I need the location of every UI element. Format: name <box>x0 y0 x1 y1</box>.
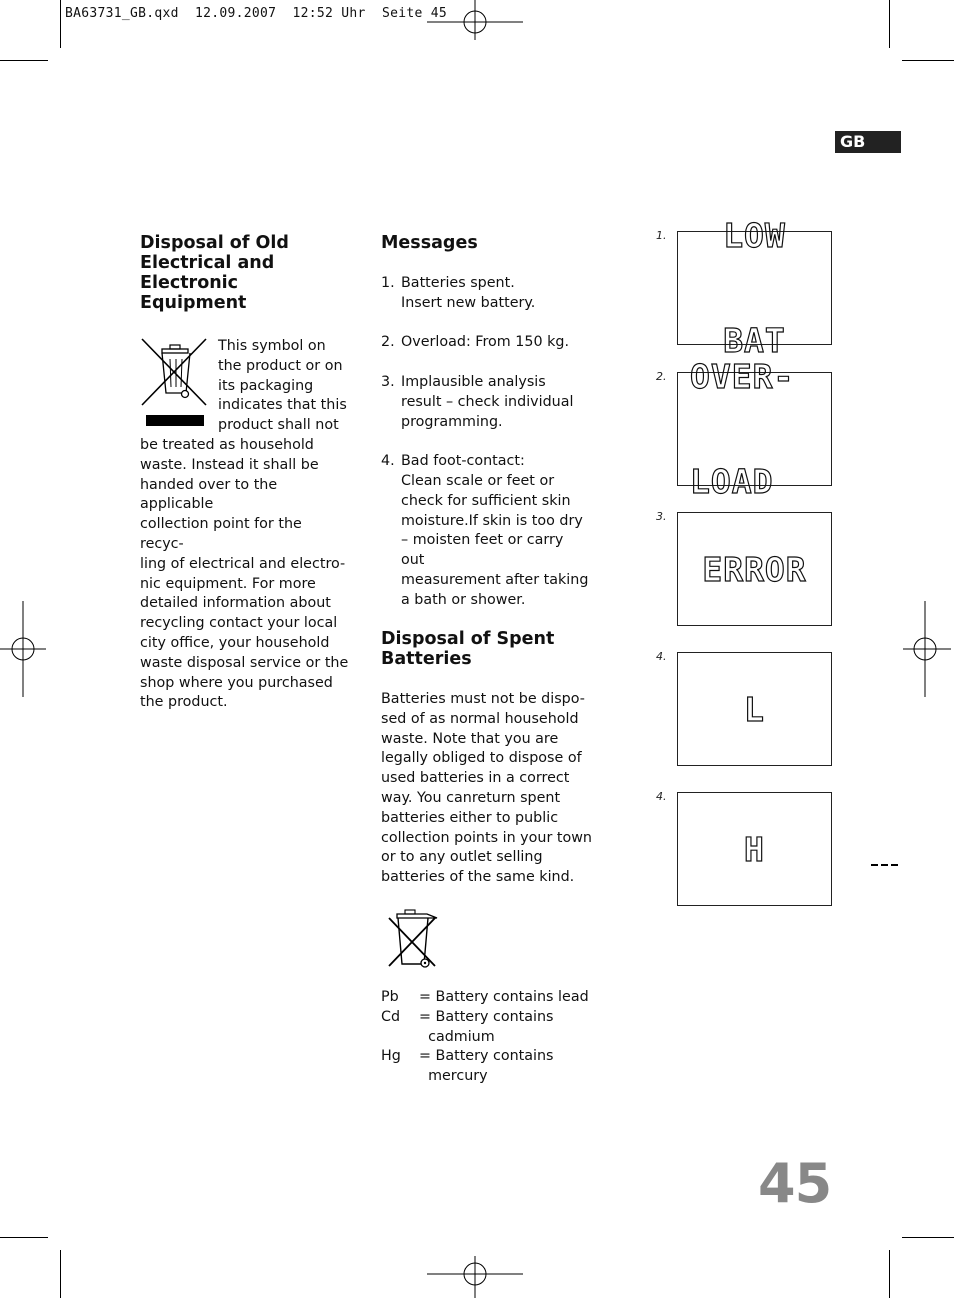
display-label: 4. <box>656 650 667 663</box>
display-overload <box>677 357 832 501</box>
display-h <box>677 792 832 906</box>
crop-mark <box>0 1237 48 1238</box>
list-item: 2. Overload: From 150 kg. <box>381 334 570 351</box>
crossed-bin-icon <box>381 906 443 974</box>
chemical-legend <box>381 988 596 1087</box>
display-label: 3. <box>656 510 667 523</box>
registration-mark-left <box>0 601 46 697</box>
batteries-text: Batteries must not be dispo- sed of as normal household waste. Note that you are legally obliged to dispose of used batteries in a correct way. You canreturn spent batteries either to public collection points in your town or to any outlet selling batteries of the same kind. <box>381 691 592 886</box>
display-label: 1. <box>656 229 667 242</box>
batteries-title: Disposal of Spent Batteries <box>381 629 555 669</box>
lcd-text: L <box>744 689 765 729</box>
weee-title: Disposal of Old Electrical and Electronic Equipment <box>140 233 289 313</box>
list-item: 1. Batteries spent. Insert new battery. <box>381 275 536 311</box>
lcd-text: LOAD <box>690 462 774 501</box>
weee-section <box>140 233 350 713</box>
lcd-text: OVER- <box>690 357 795 396</box>
crop-mark <box>902 60 954 61</box>
lcd-text: ERROR <box>702 549 807 589</box>
crop-mark <box>889 0 890 48</box>
print-slug: BA63731_GB.qxd 12.09.2007 12:52 Uhr Seite 45 <box>65 6 447 21</box>
messages-list <box>381 274 591 611</box>
list-item: Pb = Battery contains lead <box>381 988 589 1005</box>
list-item: Hg = Battery contains mercury <box>381 1048 554 1085</box>
messages-section <box>381 233 591 630</box>
display-l <box>677 652 832 766</box>
registration-mark-bottom <box>427 1256 523 1298</box>
weee-text: This symbol on the product or on its packaging indicates that this product shall not be treated as household waste. Instead it shall be handed over to the applicable collection point for the recyc- ling of electrical and electro- nic equipment. For more detailed information about recycling contact your local city office, your household waste disposal service or the shop where you purchased the product. <box>140 338 349 711</box>
weee-symbol <box>140 337 210 427</box>
messages-title: Messages <box>381 233 478 253</box>
list-item: Cd = Battery contains cadmium <box>381 1008 554 1045</box>
margin-dash <box>871 864 878 866</box>
display-label: 2. <box>656 370 667 383</box>
registration-mark-right <box>903 601 951 697</box>
display-label: 4. <box>656 790 667 803</box>
crop-mark <box>0 60 48 61</box>
list-item: 4. Bad foot-contact: Clean scale or feet or check for sufficient skin moisture.If skin is too dry – moisten feet or carry out measurement after taking a bath or shower. <box>381 453 589 608</box>
crop-mark <box>889 1250 890 1298</box>
crop-mark <box>902 1237 954 1238</box>
lcd-text: BAT <box>723 321 786 360</box>
display-error <box>677 512 832 626</box>
list-item: 3. Implausible analysis result – check individual programming. <box>381 373 574 430</box>
lcd-text: H <box>744 829 765 869</box>
margin-dash <box>881 864 888 866</box>
language-tab: GB <box>835 131 901 153</box>
crop-mark <box>60 0 61 48</box>
batteries-section <box>381 629 596 1087</box>
lcd-text: LOW <box>723 216 786 255</box>
margin-dash <box>891 864 898 866</box>
crossed-bin-icon <box>140 337 210 429</box>
page-number: 45 <box>758 1152 832 1215</box>
crop-mark <box>60 1250 61 1298</box>
